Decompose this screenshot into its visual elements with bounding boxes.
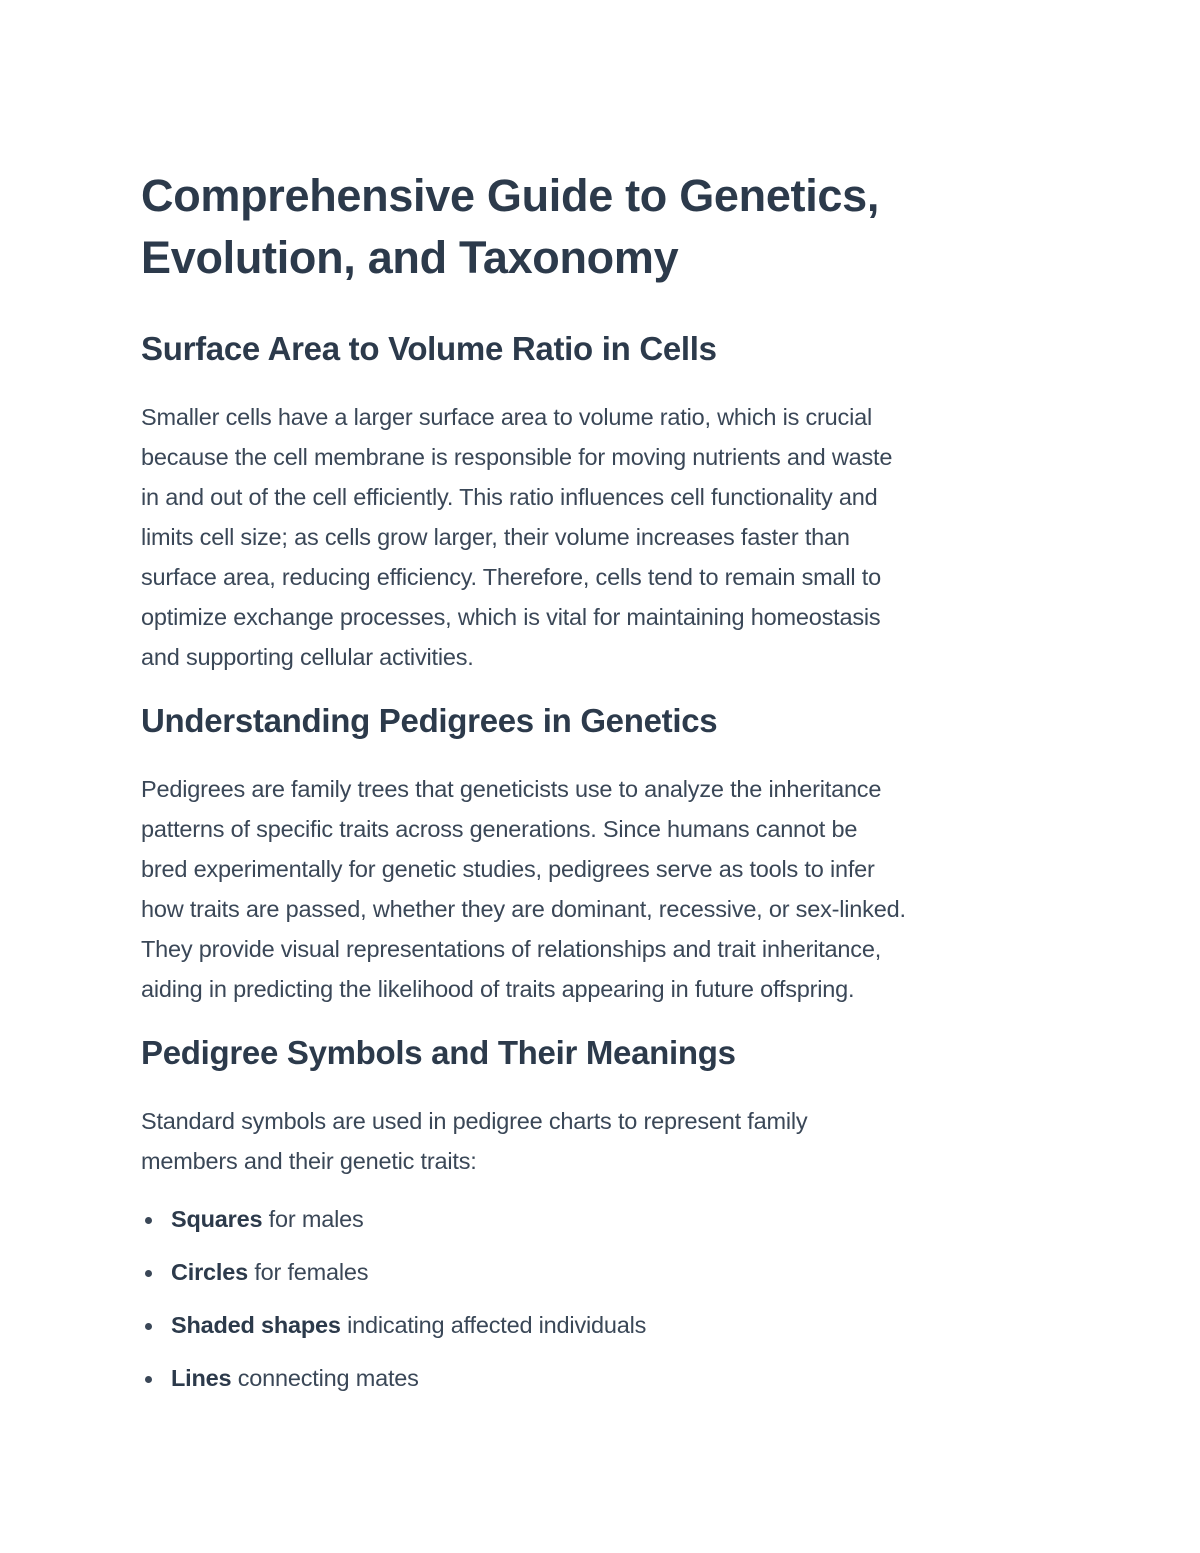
text-line: limits cell size; as cells grow larger, their volume increases faster than [141,524,850,550]
text-line: surface area, reducing efficiency. Therefore, cells tend to remain small to [141,564,881,590]
section-heading: Surface Area to Volume Ratio in Cells [141,330,717,367]
text-line: aiding in predicting the likelihood of traits appearing in future offspring. [141,976,855,1002]
section-pedigrees [141,699,1081,1009]
list-item [141,1352,1081,1405]
text-line: members and their genetic traits: [141,1148,477,1174]
text-line: Pedigrees are family trees that geneticists use to analyze the inheritance [141,776,882,802]
section-surface-area [141,327,1081,677]
bold-term: Squares [171,1206,263,1232]
list-item [141,1246,1081,1299]
item-text: for males [262,1206,364,1232]
text-line: They provide visual representations of relationships and trait inheritance, [141,936,882,962]
text-line: how traits are passed, whether they are dominant, recessive, or sex-linked. [141,896,906,922]
bold-term: Circles [171,1259,248,1285]
item-text: for females [247,1259,369,1285]
bold-term: Lines [171,1365,232,1391]
document-title [141,165,1081,289]
text-line: bred experimentally for genetic studies, pedigrees serve as tools to infer [141,856,875,882]
text-line: because the cell membrane is responsible for moving nutrients and waste [141,444,893,470]
section-pedigree-symbols [141,1031,1081,1405]
item-text: indicating affected individuals [340,1312,647,1338]
bold-term: Shaded shapes [171,1312,341,1338]
text-line: optimize exchange processes, which is vital for maintaining homeostasis [141,604,881,630]
section-heading: Pedigree Symbols and Their Meanings [141,1034,736,1071]
paragraph [141,397,1081,677]
list-item [141,1193,1081,1246]
text-line: in and out of the cell efficiently. This ratio influences cell functionality and [141,484,878,510]
text-line: Smaller cells have a larger surface area to volume ratio, which is crucial [141,404,872,430]
paragraph [141,1101,1081,1181]
list-item [141,1299,1081,1352]
text-line: patterns of specific traits across generations. Since humans cannot be [141,816,858,842]
section-heading: Understanding Pedigrees in Genetics [141,702,718,739]
text-line: and supporting cellular activities. [141,644,474,670]
title-line: Comprehensive Guide to Genetics, [141,170,880,221]
symbol-list [141,1193,1081,1405]
text-line: Standard symbols are used in pedigree charts to represent family [141,1108,808,1134]
document-page [141,165,1081,1405]
paragraph [141,769,1081,1009]
title-line: Evolution, and Taxonomy [141,232,679,283]
item-text: connecting mates [231,1365,419,1391]
